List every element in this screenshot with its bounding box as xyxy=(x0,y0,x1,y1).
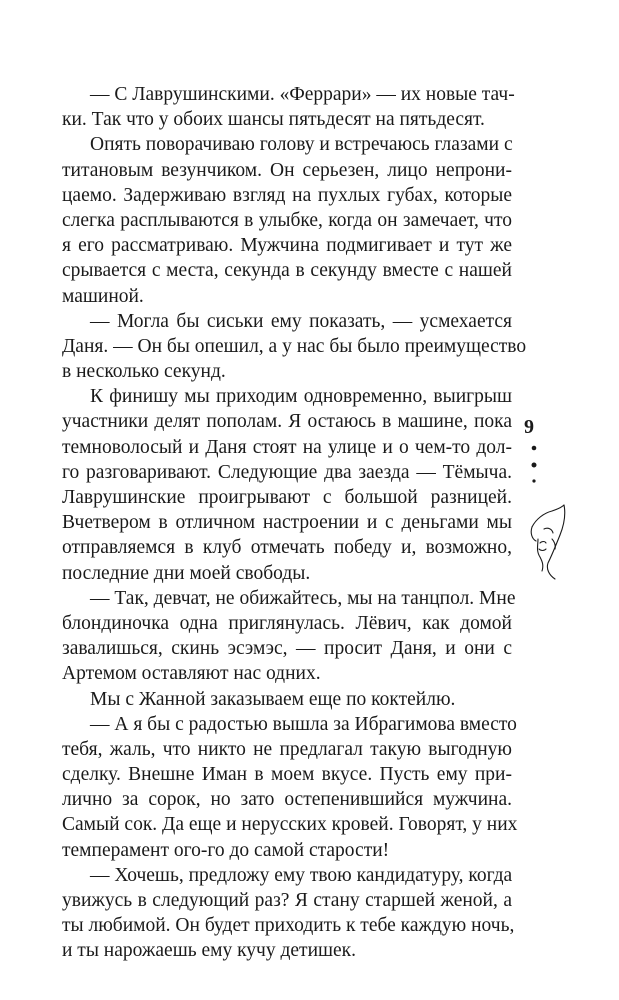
text-line: слегка расплываются в улыбке, когда он замечает, что xyxy=(62,209,512,231)
woman-face-line-art-icon xyxy=(522,445,572,585)
text-line: титановым везунчиком. Он серьезен, лицо непрони- xyxy=(62,159,512,181)
text-line: Артемом оставляют нас одних. xyxy=(62,663,321,685)
text-line: — Так, девчат, не обижайтесь, мы на танцпол. Мне xyxy=(90,587,516,609)
text-line: лично за сорок, но зато остепенившийся мужчина. xyxy=(62,789,512,811)
text-line: блондиночка одна приглянулась. Лёвич, как домой xyxy=(62,612,512,634)
page-number: 9 xyxy=(524,416,534,438)
text-line: К финишу мы приходим одновременно, выигрыш xyxy=(90,386,512,408)
text-line: Даня. — Он бы опешил, а у нас бы было преимущество xyxy=(62,335,527,357)
text-line: я его рассматриваю. Мужчина подмигивает и тут же xyxy=(62,235,512,257)
text-line: цаемо. Задерживаю взгляд на пухлых губах, которые xyxy=(62,184,512,206)
text-line: Вчетвером в отличном настроении и с деньгами мы xyxy=(62,512,512,534)
text-line: последние дни моей свободы. xyxy=(62,562,311,584)
text-line: го разговаривают. Следующие два заезда — Тёмыча. xyxy=(62,461,512,483)
text-line: отправляемся в клуб отмечать победу и, возможно, xyxy=(62,537,512,559)
text-line: Самый сок. Да еще и нерусских кровей. Говорят, у них xyxy=(62,814,518,836)
text-line: и ты нарожаешь ему кучу детишек. xyxy=(62,940,357,962)
text-line: ки. Так что у обоих шансы пятьдесят на пятьдесят. xyxy=(62,109,485,131)
text-line: завалишься, скинь эсэмэс, — просит Даня, и они с xyxy=(62,638,512,660)
text-line: Опять поворачиваю голову и встречаюсь глазами с xyxy=(90,134,513,156)
text-line: — С Лаврушинскими. «Феррари» — их новые тач- xyxy=(90,84,515,105)
text-line: Мы с Жанной заказываем еще по коктейлю. xyxy=(90,688,456,710)
text-line: тебя, жаль, что никто не предлагал такую выгодную xyxy=(62,738,512,760)
text-line: машиной. xyxy=(62,285,144,307)
text-line: срывается с места, секунда в секунду вместе с нашей xyxy=(62,260,512,282)
text-line: темноволосый и Даня стоят на улице и о чем-то дол- xyxy=(62,436,512,458)
text-line: — Могла бы сиськи ему показать, — усмехается xyxy=(90,310,512,332)
text-line: увижусь в следующий раз? Я стану старшей женой, а xyxy=(62,890,512,911)
text-line: участники делят пополам. Я остаюсь в машине, пока xyxy=(62,411,512,433)
text-line: ты любимой. Он будет приходить к тебе каждую ночь, xyxy=(62,915,515,937)
text-line: в несколько секунд. xyxy=(62,361,226,383)
text-line: сделку. Внешне Иман в моем вкусе. Пусть ему при- xyxy=(62,764,512,786)
page-text-column xyxy=(62,82,527,964)
text-line: Лаврушинские проигрывают с большой разницей. xyxy=(62,487,512,508)
text-line: темперамент ого-го до самой старости! xyxy=(62,839,390,861)
text-line: — Хочешь, предложу ему твою кандидатуру, когда xyxy=(90,864,513,886)
text-line: — А я бы с радостью вышла за Ибрагимова вместо xyxy=(90,713,517,735)
